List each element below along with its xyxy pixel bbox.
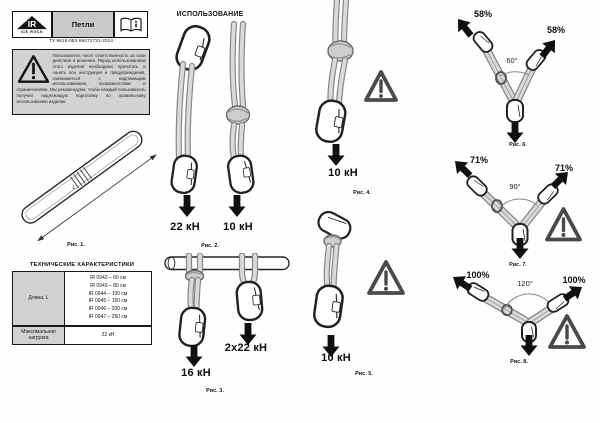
load-arrow-icon	[229, 195, 246, 217]
tu-number: ТУ 9616-053-98471731-2014	[48, 39, 114, 44]
figure-8-angle: 120°	[517, 279, 533, 288]
figure-7-angle: 90°	[509, 182, 521, 191]
carabiner-icon	[178, 307, 206, 347]
sling-loop	[19, 128, 145, 226]
product-title: Петли	[52, 11, 114, 38]
carabiner-icon	[314, 99, 347, 144]
load-arrow-icon	[186, 345, 203, 367]
figure-6-caption: Рис. 6.	[509, 142, 527, 148]
mountain-logo-icon	[16, 15, 48, 30]
anchor-bar	[165, 257, 289, 270]
specs-table	[12, 271, 152, 345]
warning-triangle-icon	[17, 54, 50, 84]
figure-5-caption: Рис. 5.	[355, 371, 373, 377]
figure-1-sling-illustration	[8, 118, 160, 246]
figure-4-caption: Рис. 4.	[353, 190, 371, 196]
figure-5-load: 10 кН	[321, 352, 351, 364]
warning-box	[12, 49, 150, 115]
angle-arc	[500, 199, 537, 208]
angle-arc	[505, 294, 553, 308]
carabiner-icon	[236, 281, 263, 321]
figure-4-illustration	[300, 0, 412, 168]
carabiner-icon	[507, 100, 523, 122]
figure-3-caption: Рис. 3.	[206, 388, 224, 394]
figure-2-illustration	[162, 18, 282, 230]
figure-5-illustration	[305, 208, 417, 360]
length-label: Длина, L	[13, 272, 65, 325]
table-row-max-load	[13, 325, 151, 344]
max-load-label: Максимальная нагрузка	[13, 327, 65, 344]
figure-4-load: 10 кН	[328, 167, 358, 179]
length-value: IR 0942 – 60 см	[90, 275, 126, 281]
carabiner-icon	[170, 154, 198, 194]
figure-8-right-percent: 100%	[562, 275, 586, 285]
figure-1-caption: Рис. 1.	[67, 242, 85, 248]
brand-logo	[12, 11, 52, 38]
figure-2-left-load: 22 кН	[170, 221, 200, 233]
figure-7-right-percent: 71%	[554, 163, 573, 173]
warning-triangle-icon	[369, 262, 403, 293]
specs-section	[12, 262, 152, 345]
length-value: IR 0945 – 150 см	[88, 298, 128, 305]
figure-6-angle: 60°	[506, 56, 518, 65]
usage-heading: ИСПОЛЬЗОВАНИЕ	[176, 11, 244, 18]
figure-6-right-percent: 58%	[546, 25, 565, 35]
figure-3-right-load: 2x22 кН	[224, 342, 268, 354]
max-load-value: 22 кН	[101, 332, 115, 338]
manual-book-icon	[119, 16, 143, 34]
length-value: IR 0946 – 200 см	[88, 306, 128, 312]
manual-box	[114, 11, 148, 38]
figure-2-right-load: 10 кН	[223, 221, 253, 233]
carabiner-icon	[471, 30, 494, 55]
figure-3-left-load: 16 кН	[181, 367, 211, 379]
figure-6-illustration	[440, 5, 600, 147]
length-value: IR 0947 – 250 см	[88, 313, 128, 320]
length-value: IR 0944 – 100 см	[88, 290, 128, 297]
brand-name: ICE ROCK	[20, 30, 44, 35]
load-arrow-icon	[507, 122, 524, 143]
length-value: IR 0943 – 80 см	[90, 282, 126, 289]
warning-text: Пользователь несет ответственность за свои действия и решения. Перед использованием этого изделия необходимо прочитать и понять все инструкции и предупреждения, ознакомиться с надлежащим использованием, возможностями и ограничениями. Мы рекомендуем, чтобы каждый пользователь получил надлежащую подготовку по правильному использованию изделия.	[16, 52, 146, 104]
warning-triangle-icon	[547, 209, 580, 240]
load-arrow-icon	[179, 195, 196, 217]
figure-8-caption: Рис. 8.	[510, 359, 528, 365]
figure-3-illustration	[162, 253, 297, 385]
figure-8-left-percent: 100%	[466, 270, 490, 280]
figure-7-caption: Рис. 7.	[509, 262, 527, 268]
dimension-label: L	[72, 185, 76, 191]
figure-2-caption: Рис. 2.	[201, 243, 219, 249]
load-arrow-icon	[328, 144, 345, 166]
carabiner-icon	[465, 174, 489, 198]
table-row-length	[13, 272, 151, 325]
warning-triangle-icon	[366, 72, 396, 100]
specs-heading: ТЕХНИЧЕСКИЕ ХАРАКТЕРИСТИКИ	[29, 262, 135, 268]
brand-mark: IR	[27, 18, 37, 29]
figure-7-left-percent: 71%	[469, 155, 488, 165]
figure-6-left-percent: 58%	[473, 9, 492, 19]
carabiner-icon	[313, 284, 344, 328]
warning-triangle-icon	[550, 316, 584, 347]
carabiner-icon	[227, 154, 255, 194]
